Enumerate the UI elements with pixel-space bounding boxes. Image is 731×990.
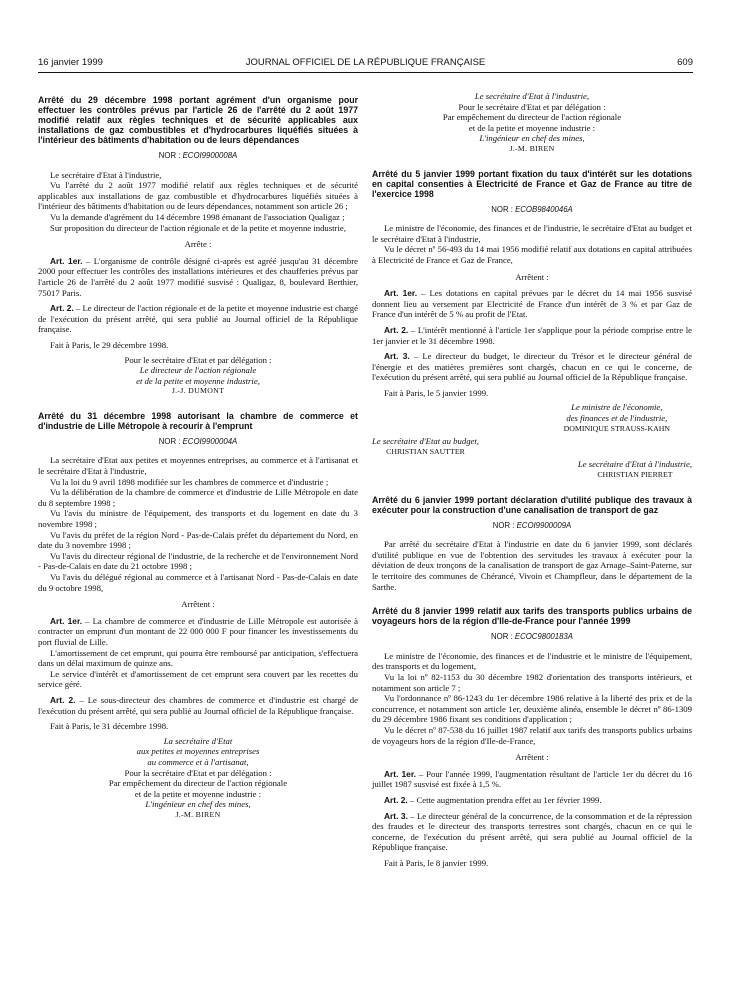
paragraph: Vu la loi nº 82-1153 du 30 décembre 1982 d'orientation des transports intérieurs, et notamment son article 7 ; [372, 671, 692, 693]
nor-reference: NOR : ECOC9800183A [491, 632, 573, 642]
nor-reference: NOR : ECOI9900009A [492, 520, 572, 530]
left-column [38, 95, 358, 834]
arrete-heading: Arrêtent : [181, 599, 215, 610]
paragraph: Le ministre de l'économie, des finances et de l'industrie et le ministre de l'équipement, des transports et du logement, [372, 650, 692, 672]
signatory-name: J.-J. DUMONT [171, 386, 225, 396]
done-at: Fait à Paris, le 29 décembre 1998. [50, 339, 169, 350]
paragraph: Le service d'intérêt et d'amortissement de cet emprunt sera couvert par les recettes du service géré. [38, 668, 358, 690]
nor-reference: NOR : ECOB9840046A [491, 204, 573, 214]
article: Art. 3. – Le directeur général de la concurrence, de la consommation et de la répression des fraudes et le directeur des transports terrestres sont chargés, chacun en ce qui le concerne, de l'exécution du présent arrêté, qui sera publié au Journal officiel de la République française. [372, 810, 692, 853]
signature-block: Le secrétaire d'Etat à l'industrie, Pour le secrétaire d'Etat et par délégation : Par empêchement du directeur de l'action régionale et de la petite et moyenne industrie : L'ingénieur en chef des mines, J.-M. BIREN [372, 91, 692, 155]
paragraph: Vu l'ordonnance nº 86-1243 du 1er décembre 1986 relative à la liberté des prix et de la concurrence, et notamment son article 1er, deuxième alinéa, ensemble le décret nº 86-1309 du 29 décembre 1986 fixant ses conditions d'application ; [372, 693, 692, 725]
decree-title: Arrêté du 8 janvier 1999 relatif aux tarifs des transports publics urbains de voyageurs hors de la région d'Ile-de-France pour l'année 1999 [372, 606, 692, 627]
arrete-heading: Arrêtent : [515, 752, 549, 763]
paragraph: Vu l'avis du ministre de l'équipement, des transports et du logement en date du 3 novembre 1998 ; [38, 508, 358, 530]
header-journal-title: JOURNAL OFFICIEL DE LA RÉPUBLIQUE FRANÇAISE [245, 57, 486, 68]
paragraph: Vu le décret nº 56-493 du 14 mai 1956 modifié relatif aux dotations en capital attribuées à Electricité de France et Gaz de France, [372, 244, 692, 265]
decree-4 [372, 495, 692, 593]
article: Art. 3. – Le directeur du budget, le directeur du Trésor et le directeur général de l'énergie et des matières premières sont chargés, chacun en ce qui le concerne, de l'exécution du présent arrêté, qui sera publié au Journal officiel de la République française. [372, 351, 692, 383]
signatory-name: DOMINIQUE STRAUSS-KAHN [563, 423, 670, 433]
continued-signature [372, 91, 692, 155]
article: Art. 2. – Le sous-directeur des chambres de commerce et d'industrie est chargé de l'exécution du présent arrêté, qui sera publié au Journal officiel de la République française. [38, 694, 358, 716]
decree-title: Arrêté du 5 janvier 1999 portant fixation du taux d'intérêt sur les dotations en capital consenties à Electricité de France et Gaz de France au titre de l'exercice 1998 [372, 168, 692, 199]
decree-5 [372, 606, 692, 868]
paragraph: Vu l'avis du préfet de la région Nord - Pas-de-Calais préfet du département du Nord, en date du 3 novembre 1998 ; [38, 529, 358, 551]
header-date: 16 janvier 1999 [38, 57, 103, 68]
header-page-number: 609 [677, 57, 693, 68]
signature-block: Le secrétaire d'Etat à l'industrie, CHRISTIAN PIERRET [577, 459, 692, 480]
signature-block: Pour le secrétaire d'Etat et par délégation : Le directeur de l'action régionale et de la petite et moyenne industrie, J.-J. DUMONT [38, 355, 358, 397]
article: Art. 1er. – Les dotations en capital prévues par le décret du 14 mai 1956 susvisé donnent lieu au versement par Electricité de France d'un intérêt de 3 % et par Gaz de France d'un intérêt de 5 % au profit de l'Etat. [372, 288, 692, 320]
paragraph: L'amortissement de cet emprunt, qui pourra être remboursé par anticipation, s'effectuera dans un délai maximum de quinze ans. [38, 647, 358, 669]
paragraph: La secrétaire d'Etat aux petites et moyennes entreprises, au commerce et à l'artisanat et le secrétaire d'Etat à l'industrie, [38, 455, 358, 477]
paragraph: Le secrétaire d'Etat à l'industrie, [50, 169, 162, 180]
paragraph: Sur proposition du directeur de l'action régionale et de la petite et moyenne industrie, [50, 222, 346, 233]
signatory-name: CHRISTIAN PIERRET [597, 470, 673, 480]
paragraph: Vu l'avis du directeur régional de l'industrie, de la recherche et de l'environnement Nord - Pas-de-Calais en date du 21 octobre 1998 ; [38, 550, 358, 572]
paragraph: Par arrêté du secrétaire d'Etat à l'industrie en date du 6 janvier 1999, sont déclarés d'utilité publique en vue de l'obtention des servitudes les travaux à exécuter pour la déviation de deux tronçons de la canalisation de transport de gaz Arnage–Saint-Paterne, sur le territoire des communes de Chérancé, Vivoin et Champfleur, dans le département de la Sarthe. [372, 539, 692, 592]
decree-title: Arrêté du 29 décembre 1998 portant agrément d'un organisme pour effectuer les contrôles prévus par l'article 26 de l'arrêté du 2 août 1977 modifié relatif aux règles techniques et de sécurité applicables aux installations de gaz combustibles et d'hydrocarbures liquéfiés situées à l'intérieur des bâtiments d'habitation ou de leurs dépendances [38, 95, 358, 145]
done-at: Fait à Paris, le 8 janvier 1999. [384, 857, 489, 868]
nor-reference: NOR : ECOI9900004A [158, 436, 238, 446]
article: Art. 1er. – L'organisme de contrôle désigné ci-après est agréé jusqu'au 31 décembre 2000 pour effectuer les contrôles des installations intérieures et des chaufferies prévus par l'article 26 de l'arrêté du 2 août 1977 modifié susvisé : Qualigaz, 8, boulevard Berthier, 75017 Paris. [38, 255, 358, 298]
article: Art. 2. – Le directeur de l'action régionale et de la petite et moyenne industrie est chargé de l'exécution du présent arrêté, qui sera publié au Journal officiel de la République française. [38, 303, 358, 335]
paragraph: Vu le décret nº 87-538 du 16 juillet 1987 relatif aux tarifs des transports publics urbains de voyageurs hors de la région d'Ile-de-France, [372, 724, 692, 746]
article: Art. 1er. – La chambre de commerce et d'industrie de Lille Métropole est autorisée à contracter un emprunt d'un montant de 22 000 000 F pour financer les investissements du port fluvial de Lille. [38, 615, 358, 647]
done-at: Fait à Paris, le 31 décembre 1998. [50, 721, 169, 732]
header-rule [38, 72, 693, 73]
decree-title: Arrêté du 6 janvier 1999 portant déclaration d'utilité publique des travaux à exécuter pour la construction d'une canalisation de transport de gaz [372, 494, 692, 515]
nor-reference: NOR : ECOI9900008A [158, 151, 238, 160]
arrete-heading: Arrêtent : [515, 271, 549, 282]
signature-block: Le ministre de l'économie, des finances et de l'industrie, DOMINIQUE STRAUSS-KAHN [563, 402, 670, 433]
decree-title: Arrêté du 31 décembre 1998 autorisant la chambre de commerce et d'industrie de Lille Métropole à recourir à l'emprunt [38, 410, 358, 431]
signatory-name: CHRISTIAN SAUTTER [386, 446, 465, 456]
right-column [372, 91, 692, 882]
arrete-heading: Arrête : [184, 239, 212, 250]
signatory-name: J.-M. BIREN [175, 809, 221, 819]
decree-2 [38, 411, 358, 821]
paragraph: Vu la délibération de la chambre de commerce et d'industrie de Lille Métropole en date du 8 septembre 1998 ; [38, 487, 358, 508]
done-at: Fait à Paris, le 5 janvier 1999. [384, 387, 489, 398]
article: Art. 1er. – Pour l'année 1999, l'augmentation résultant de l'article 1er du décret du 16 juillet 1987 susvisé est fixée à 1,5 %. [372, 768, 692, 790]
signatory-name: J.-M. BIREN [509, 143, 555, 153]
signature-block: Le secrétaire d'Etat au budget, CHRISTIAN SAUTTER [372, 436, 479, 456]
decree-3 [372, 169, 692, 481]
page-header [38, 57, 693, 71]
article: Art. 2. – Cette augmentation prendra effet au 1er février 1999. [384, 794, 602, 805]
paragraph: Vu la loi du 9 avril 1898 modifiée sur les chambres de commerce et d'industrie ; [50, 476, 329, 487]
paragraph: Vu l'avis du délégué régional au commerce et à l'artisanat Nord - Pas-de-Calais en date du 9 octobre 1998, [38, 572, 358, 593]
paragraph: Le ministre de l'économie, des finances et de l'industrie, le secrétaire d'Etat au budget et le secrétaire d'Etat à l'industrie, [372, 223, 692, 244]
paragraph: Vu l'arrêté du 2 août 1977 modifié relatif aux règles techniques et de sécurité applicables aux installations de gaz combustible et d'hydrocarbures liquéfiés situées à l'intérieur des bâtiments d'habitation ou de leurs dépendances, notamment son article 26 ; [38, 180, 358, 212]
article: Art. 2. – L'intérêt mentionné à l'article 1er s'applique pour la période comprise entre le 1er janvier et le 31 décembre 1998. [372, 324, 692, 346]
signature-block: La secrétaire d'Etat aux petites et moyennes entreprises au commerce et à l'artisanat, Pour la secrétaire d'Etat et par délégation : Par empêchement du directeur de l'action régionale et de la petite et moyenne industrie : L'ingénieur en chef des mines, J.-M. BIREN [38, 736, 358, 821]
decree-1 [38, 95, 358, 397]
paragraph: Vu la demande d'agrément du 14 décembre 1998 émanant de l'association Qualigaz ; [50, 211, 345, 222]
